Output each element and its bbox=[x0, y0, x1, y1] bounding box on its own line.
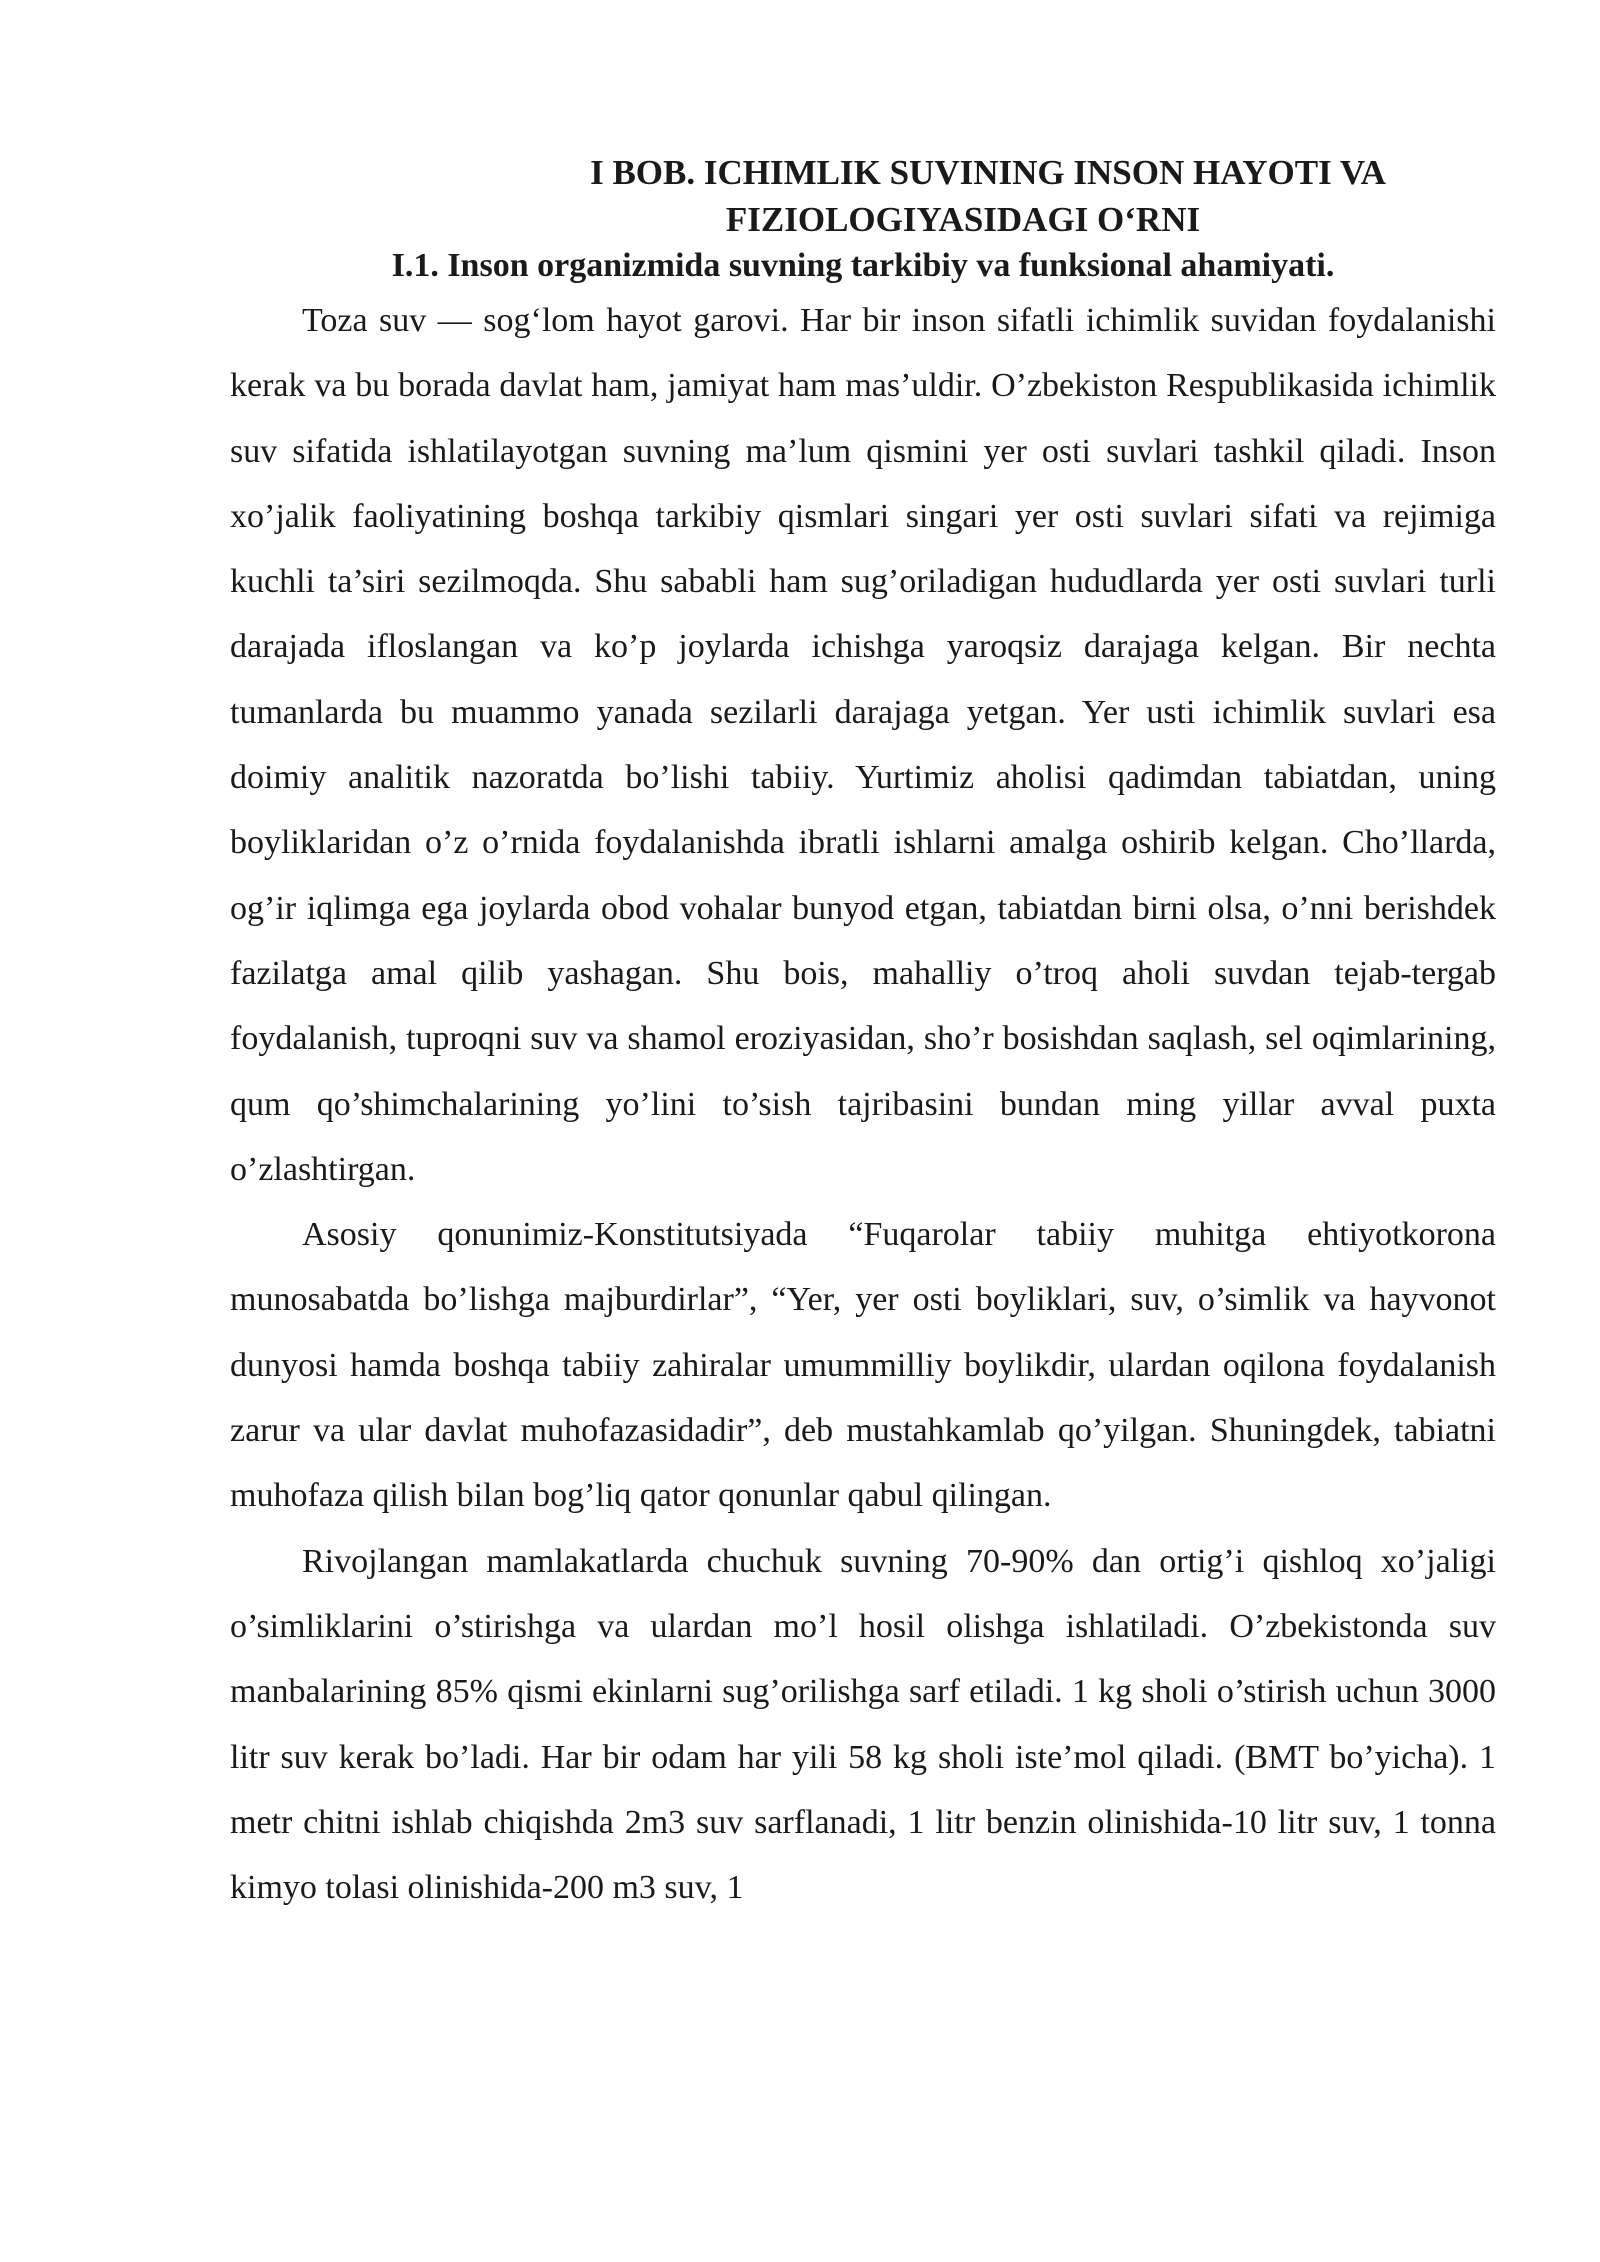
paragraph: Asosiy qonunimiz-Konstitutsiyada “Fuqarolar tabiiy muhitga ehtiyotkorona munosabatda bo’lishga majburdirlar”, “Yer, yer osti boyliklari, suv, o’simlik va hayvonot dunyosi hamda boshqa tabiiy zahiralar umummilliy boylikdir, ulardan oqilona foydalanish zarur va ular davlat muhofazasidadir”, deb mustahkamlab qo’yilgan. Shuningdek, tabiatni muhofaza qilish bilan bog’liq qator qonunlar qabul qilingan. bbox=[230, 1216, 1496, 1515]
chapter-title bbox=[230, 150, 1496, 243]
document-page bbox=[230, 150, 1496, 1920]
section-title: I.1. Inson organizmida suvning tarkibiy va funksional ahamiyati. bbox=[391, 247, 1335, 284]
paragraph: Rivojlangan mamlakatlarda chuchuk suvning 70-90% dan ortig’i qishloq xo’jaligi o’simliklarini o’stirishga va ulardan mo’l hosil olishga ishlatiladi. O’zbekistonda suv manbalarining 85% qismi ekinlarni sug’orilishga sarf etiladi. 1 kg sholi o’stirish uchun 3000 litr suv kerak bo’ladi. Har bir odam har yili 58 kg sholi iste’mol qiladi. (BMT bo’yicha). 1 metr chitni ishlab chiqishda 2m3 suv sarflanadi, 1 litr benzin olinishida-10 litr suv, 1 tonna kimyo tolasi olinishida-200 m3 suv, 1 bbox=[230, 1542, 1496, 1907]
paragraph: Toza suv — sog‘lom hayot garovi. Har bir inson sifatli ichimlik suvidan foydalanishi kerak va bu borada davlat ham, jamiyat ham mas’uldir. O’zbekiston Respublikasida ichimlik suv sifatida ishlatilayotgan suvning ma’lum qismini yer osti suvlari tashkil qiladi. Inson xo’jalik faoliyatining boshqa tarkibiy qismlari singari yer osti suvlari sifati va rejimiga kuchli ta’siri sezilmoqda. Shu sababli ham sug’oriladigan hududlarda yer osti suvlari turli darajada ifloslangan va ko’p joylarda ichishga yaroqsiz darajaga kelgan. Bir nechta tumanlarda bu muammo yanada sezilarli darajaga yetgan. Yer usti ichimlik suvlari esa doimiy analitik nazoratda bo’lishi tabiiy. Yurtimiz aholisi qadimdan tabiatdan, uning boyliklaridan o’z o’rnida foydalanishda ibratli ishlarni amalga oshirib kelgan. Cho’llarda, og’ir iqlimga ega joylarda obod vohalar bunyod etgan, tabiatdan birni olsa, o’nni berishdek fazilatga amal qilib yashagan. Shu bois, mahalliy o’troq aholi suvdan tejab-tergab foydalanish, tuproqni suv va shamol eroziyasidan, sho’r bosishdan saqlash, sel oqimlarining, qum qo’shimchalarining yo’lini to’sish tajribasini bundan ming yillar avval puxta o’zlashtirgan. bbox=[230, 302, 1496, 1188]
chapter-title-line2: FIZIOLOGIYASIDAGI O‘RNI bbox=[725, 200, 1201, 239]
chapter-title-line1: I BOB. ICHIMLIK SUVINING INSON HAYOTI VA bbox=[590, 153, 1386, 192]
